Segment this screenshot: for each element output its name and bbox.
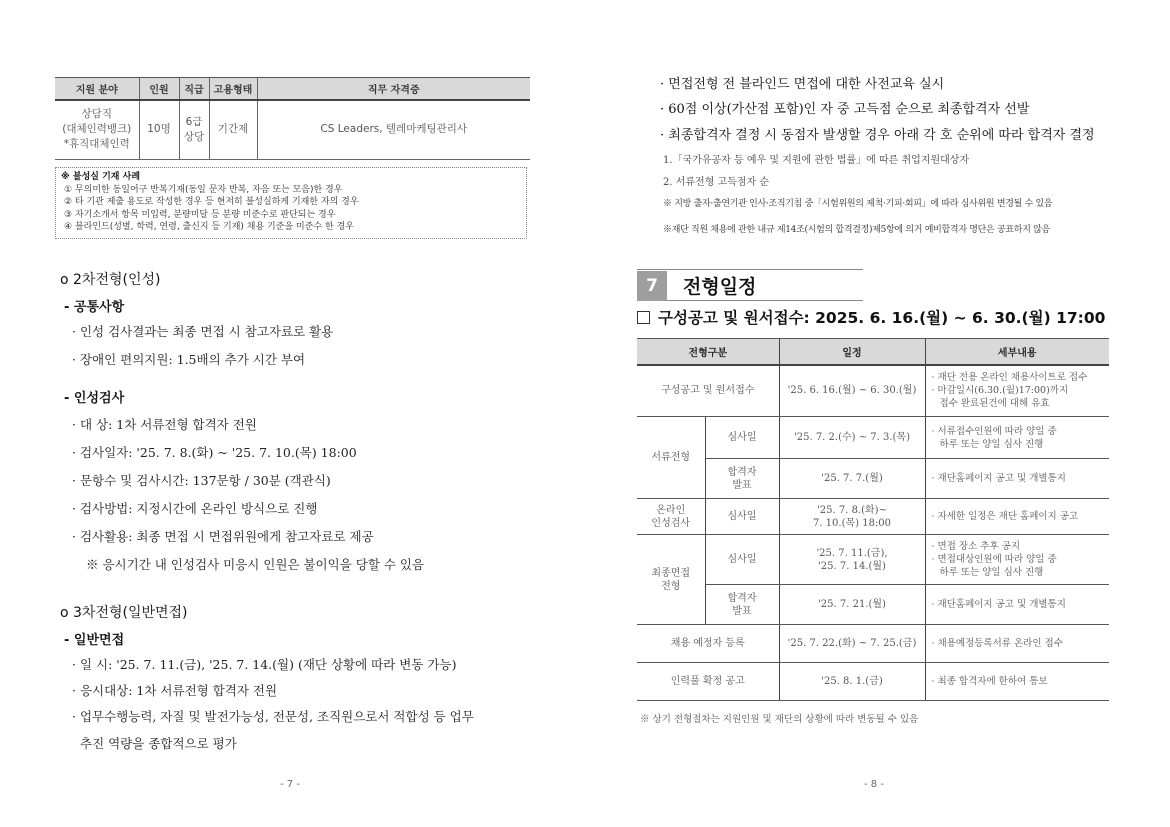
section-header	[637, 269, 863, 301]
bullet: · 검사방법: 지정시간에 온라인 방식으로 진행	[72, 501, 318, 516]
sub-line: 합격자	[727, 466, 757, 478]
section-title: 전형일정	[683, 276, 757, 298]
bullet-continuation: 추진 역량을 종합적으로 평가	[80, 736, 237, 751]
schedule-table	[637, 338, 1109, 701]
cell-details	[925, 417, 1109, 459]
cell-date: '25. 7. 7.(월)	[779, 459, 925, 499]
stage-line: 인성검사	[651, 517, 691, 529]
date-line: '25. 7. 14.(월)	[818, 560, 886, 572]
bullet: · 검사활용: 최종 면접 시 면접위원에게 참고자료로 제공	[72, 529, 374, 544]
sub-line: 발표	[732, 479, 752, 491]
tie-rule: 1.「국가유공자 등 예우 및 지원에 관한 법률」에 따른 취업지원대상자	[663, 155, 970, 166]
header-details: 세부내용	[925, 339, 1109, 365]
interview-heading: - 일반면접	[64, 633, 125, 648]
schedule-footnote: ※ 상기 전형절차는 지원인원 및 재단의 상황에 따라 변동될 수 있음	[640, 714, 919, 725]
personality-test-heading: - 인성검사	[64, 391, 125, 406]
bullet: · 업무수행능력, 자질 및 발전가능성, 전문성, 조직원으로서 적합성 등 업무	[72, 709, 474, 724]
detail-line: · 재단홈페이지 공고 및 개별통지	[931, 473, 1066, 484]
table-row	[637, 459, 1109, 499]
cell-certificates: CS Leaders, 텔레마케팅관리사	[257, 100, 530, 160]
cell-stage	[637, 499, 705, 535]
cell-details	[925, 499, 1109, 535]
detail-line: 하루 또는 양일 심사 진행	[939, 567, 1044, 578]
note-item: ④ 블라인드(성별, 학력, 연령, 출신지 등 기재) 채용 기준을 미준수 한 경우	[64, 222, 354, 232]
header-employment-type: 고용형태	[209, 78, 257, 100]
bullet: · 문항수 및 검사시간: 137문항 / 30분 (객관식)	[72, 473, 331, 488]
table-header-row	[637, 339, 1109, 365]
cell-date: '25. 7. 2.(수) ~ 7. 3.(목)	[779, 417, 925, 459]
note-item: ② 타 기관 제출 용도로 작성한 경우 등 현저히 불성실하게 기재한 자의 경우	[64, 197, 359, 207]
header-grade: 직급	[179, 78, 209, 100]
checkbox-icon	[637, 311, 650, 324]
test-note: ※ 응시기간 내 인성검사 미응시 인원은 불이익을 당할 수 있음	[86, 557, 425, 572]
cell-details	[925, 459, 1109, 499]
table-row	[637, 535, 1109, 585]
cell-details	[925, 365, 1109, 417]
cell-sub: 심사일	[705, 535, 779, 585]
detail-line: · 채용예정등록서류 온라인 접수	[931, 638, 1063, 649]
table-row	[637, 365, 1109, 417]
note: ※ 지방 출자·출연기관 인사·조직기침 중「시험위원의 제척·기피·회피」에 따라 심사위원 변경될 수 있음	[663, 199, 1053, 209]
cell-stage: 인력풀 확정 공고	[637, 663, 779, 701]
cell-sub: 심사일	[705, 417, 779, 459]
section-number: 7	[637, 271, 667, 301]
date-line: '25. 7. 8.(화)~	[817, 504, 887, 516]
header-headcount: 인원	[139, 78, 179, 100]
stage3-heading: o 3차전형(일반면접)	[60, 605, 188, 621]
field-line: (대체인력뱅크)	[62, 123, 132, 136]
bullet: · 면접전형 전 블라인드 면접에 대한 사전교육 실시	[660, 77, 945, 92]
stage-line: 온라인	[656, 504, 686, 516]
recruit-period-text: 구성공고 및 원서접수: 2025. 6. 16.(월) ~ 6. 30.(월) 17:00	[658, 309, 1106, 327]
cell-details	[925, 535, 1109, 585]
header-certificates: 직무 자격증	[257, 78, 530, 100]
cell-sub	[705, 585, 779, 625]
grade-line: 6급	[185, 115, 203, 128]
bullet: · 인성 검사결과는 최종 면접 시 참고자료로 활용	[72, 324, 334, 339]
cell-details	[925, 663, 1109, 701]
detail-line: · 최종 합격자에 한하여 통보	[931, 676, 1048, 687]
note: ※재단 직원 채용에 관한 내규 제14조(시험의 합격결정)제5항에 의거 예비합격자 명단은 공표하지 않음	[663, 225, 1050, 235]
table-row	[637, 417, 1109, 459]
cell-sub: 심사일	[705, 499, 779, 535]
note-item: ③ 자기소개서 항목 미입력, 분량미달 등 분량 미준수로 판단되는 경우	[64, 209, 336, 220]
note-item: ① 무의미한 동일어구 반복기재(동일 문자 반복, 자음 또는 모음)한 경우	[64, 184, 343, 195]
detail-line: · 마감일시(6.30.(월)17:00)까지	[931, 385, 1069, 397]
field-line: 상담직	[81, 108, 112, 121]
stage2-heading: o 2차전형(인성)	[60, 272, 161, 288]
page-number: - 7 -	[280, 779, 300, 790]
cell-date	[779, 499, 925, 535]
stage-line: 전형	[661, 580, 681, 592]
bullet: · 대 상: 1차 서류전형 합격자 전원	[72, 417, 257, 432]
cell-date: '25. 8. 1.(금)	[779, 663, 925, 701]
cell-stage: 서류전형	[637, 417, 705, 499]
table-row	[55, 100, 530, 160]
table-header-row	[55, 78, 530, 100]
bullet: · 최종합격자 결정 시 동점자 발생할 경우 아래 각 호 순위에 따라 합격자 결정	[660, 128, 1095, 143]
cell-details	[925, 585, 1109, 625]
cell-sub	[705, 459, 779, 499]
page-number: - 8 -	[864, 779, 884, 790]
cell-details	[925, 625, 1109, 663]
header-stage: 전형구분	[637, 339, 779, 365]
detail-line: · 재단 전용 온라인 채용사이트로 접수	[931, 372, 1088, 384]
detail-line: · 재단홈페이지 공고 및 개별통지	[931, 599, 1066, 610]
field-line: *휴직대체인력	[63, 138, 130, 151]
cell-stage: 채용 예정자 등록	[637, 625, 779, 663]
detail-line: · 면접 장소 추후 공지	[931, 541, 1021, 552]
bullet: · 검사일자: '25. 7. 8.(화) ~ '25. 7. 10.(목) 18:00	[72, 445, 357, 460]
cell-headcount: 10명	[139, 100, 179, 160]
cell-grade	[179, 100, 209, 160]
bullet: · 일 시: '25. 7. 11.(금), '25. 7. 14.(월) (재단 상황에 따라 변동 가능)	[72, 657, 457, 672]
bullet: · 60점 이상(가산점 포함)인 자 중 고득점 순으로 최종합격자 선발	[660, 102, 1030, 117]
stage-line: 최종면접	[651, 567, 691, 579]
detail-line: · 서류접수인원에 따라 양일 중	[931, 425, 1057, 437]
header-field: 지원 분야	[55, 78, 139, 100]
qualification-table	[55, 77, 530, 160]
cell-employment-type: 기간제	[209, 100, 257, 160]
table-row	[637, 585, 1109, 625]
table-row	[637, 625, 1109, 663]
tie-rule: 2. 서류전형 고득점자 순	[663, 177, 770, 188]
grade-line: 상당	[183, 130, 205, 143]
detail-line: · 자세한 일정은 재단 홈페이지 공고	[931, 511, 1079, 522]
cell-date: '25. 7. 22.(화) ~ 7. 25.(금)	[779, 625, 925, 663]
detail-line: · 면접대상인원에 따라 양일 중	[931, 554, 1057, 565]
detail-line: 하루 또는 양일 심사 진행	[939, 438, 1044, 450]
table-row	[637, 499, 1109, 535]
date-line: 7. 10.(목) 18:00	[812, 517, 892, 529]
date-line: '25. 7. 11.(금),	[816, 547, 888, 559]
common-heading: - 공통사항	[64, 300, 125, 315]
recruit-period	[637, 306, 1105, 328]
detail-line: 접수 완료된건에 대해 유효	[939, 398, 1050, 410]
note-title: ※ 불성실 기재 사례	[61, 172, 141, 182]
bullet: · 응시대상: 1차 서류전형 합격자 전원	[72, 683, 278, 698]
bullet: · 장애인 편의지원: 1.5배의 추가 시간 부여	[72, 352, 306, 367]
header-date: 일정	[779, 339, 925, 365]
cell-stage: 구성공고 및 원서접수	[637, 365, 779, 417]
cell-date	[779, 535, 925, 585]
table-row	[637, 663, 1109, 701]
cell-date: '25. 6. 16.(월) ~ 6. 30.(월)	[779, 365, 925, 417]
insincere-examples-box	[55, 167, 527, 239]
sub-line: 발표	[732, 605, 752, 617]
cell-field	[55, 100, 139, 160]
cell-stage	[637, 535, 705, 625]
sub-line: 합격자	[727, 592, 757, 604]
cell-date: '25. 7. 21.(월)	[779, 585, 925, 625]
